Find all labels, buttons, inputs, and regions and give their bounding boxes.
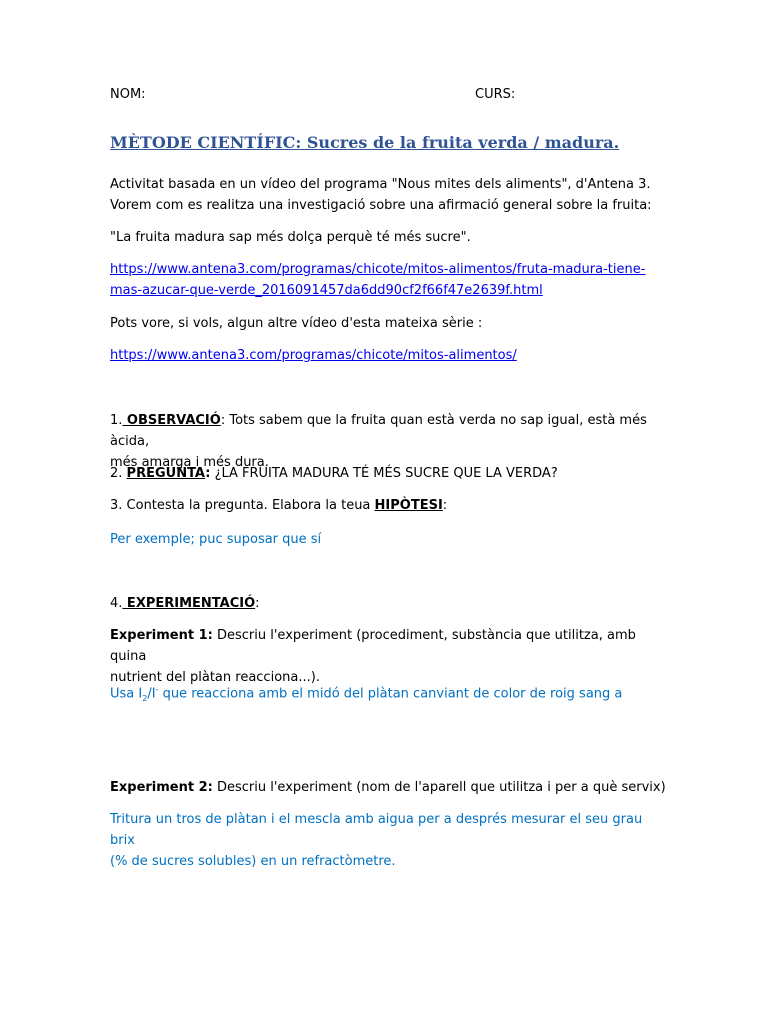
step-3-colon: :	[442, 498, 448, 513]
experiment-2-description	[110, 777, 670, 798]
experiment-1-text-2: nutrient del plàtan reacciona...).	[110, 670, 320, 685]
hypothesis-answer: Per exemple; puc suposar que sí	[110, 532, 322, 547]
quote-text: "La fruita madura sap més dolça perquè té més sucre".	[110, 230, 471, 245]
experiment-1-label: Experiment 1:	[110, 628, 213, 643]
experiment-1-answer-post: que reacciona amb el midó del plàtan canviant de color de roig sang a	[158, 686, 623, 702]
step-2-pregunta	[110, 463, 670, 484]
video-link-1-line-2[interactable]: mas-azucar-que-verde_2016091457da6dd90cf2f66f47e2639f.html	[110, 283, 543, 298]
step-1-number: 1.	[110, 413, 123, 428]
step-4-number: 4.	[110, 596, 123, 611]
step-2-colon: :	[205, 466, 211, 481]
experiment-2-label: Experiment 2:	[110, 780, 213, 795]
experiment-2-text: Descriu l'experiment (nom de l'aparell que utilitza i per a què servix)	[212, 780, 666, 795]
experiment-2-answer-line-2: (% de sucres solubles) en un refractòmetre.	[110, 854, 396, 869]
step-2-number: 2.	[110, 466, 127, 481]
experiment-1-answer	[110, 679, 670, 709]
intro-paragraph	[110, 174, 670, 216]
video-link-2-text[interactable]: https://www.antena3.com/programas/chicote/mitos-alimentos/	[110, 348, 517, 363]
experiment-1-answer-mid: /I	[147, 686, 156, 702]
step-3-text: 3. Contesta la pregunta. Elabora la teua	[110, 498, 375, 513]
step-4-experimentacio	[110, 593, 670, 614]
nom-label: NOM:	[110, 87, 146, 102]
step-4-colon: :	[255, 596, 260, 611]
video-link-1-line-1[interactable]: https://www.antena3.com/programas/chicote/mitos-alimentos/fruta-madura-tiene-	[110, 262, 646, 277]
experiment-1-text-1: Descriu l'experiment (procediment, substància que utilitza, amb quina	[110, 628, 636, 664]
step-1-label: OBSERVACIÓ	[122, 413, 221, 428]
intro-line-1: Activitat basada en un vídeo del programa "Nous mites dels aliments", d'Antena 3.	[110, 177, 651, 192]
step-1-text-2: més amarga i més dura.	[110, 455, 269, 470]
experiment-1-answer-pre: Usa I	[110, 686, 143, 702]
experiment-1-answer-subscript: 2	[142, 693, 148, 703]
step-4-label: EXPERIMENTACIÓ	[122, 596, 256, 611]
experiment-2-answer	[110, 809, 670, 872]
step-3-label: HIPÒTESI	[374, 498, 443, 513]
video-link-2[interactable]	[110, 345, 670, 366]
step-3-hipotesi	[110, 495, 670, 516]
more-videos-text: Pots vore, si vols, algun altre vídeo d'esta mateixa sèrie :	[110, 316, 483, 331]
experiment-2-answer-line-1: Tritura un tros de plàtan i el mescla amb aigua per a després mesurar el seu grau brix	[110, 812, 643, 848]
step-2-label: PREGUNTA	[126, 466, 206, 481]
intro-line-2: Vorem com es realitza una investigació sobre una afirmació general sobre la fruita:	[110, 198, 652, 213]
video-link-1[interactable]	[110, 259, 670, 301]
step-1-text-1: : Tots sabem que la fruita quan està verda no sap igual, està més àcida,	[110, 413, 647, 449]
curs-label: CURS:	[475, 87, 516, 102]
experiment-1-answer-superscript: -	[155, 685, 159, 694]
step-2-text: ¿LA FRUITA MADURA TÉ MÉS SUCRE QUE LA VERDA?	[210, 466, 558, 481]
document-title: MÈTODE CIENTÍFIC: Sucres de la fruita verda / madura.	[110, 133, 620, 152]
